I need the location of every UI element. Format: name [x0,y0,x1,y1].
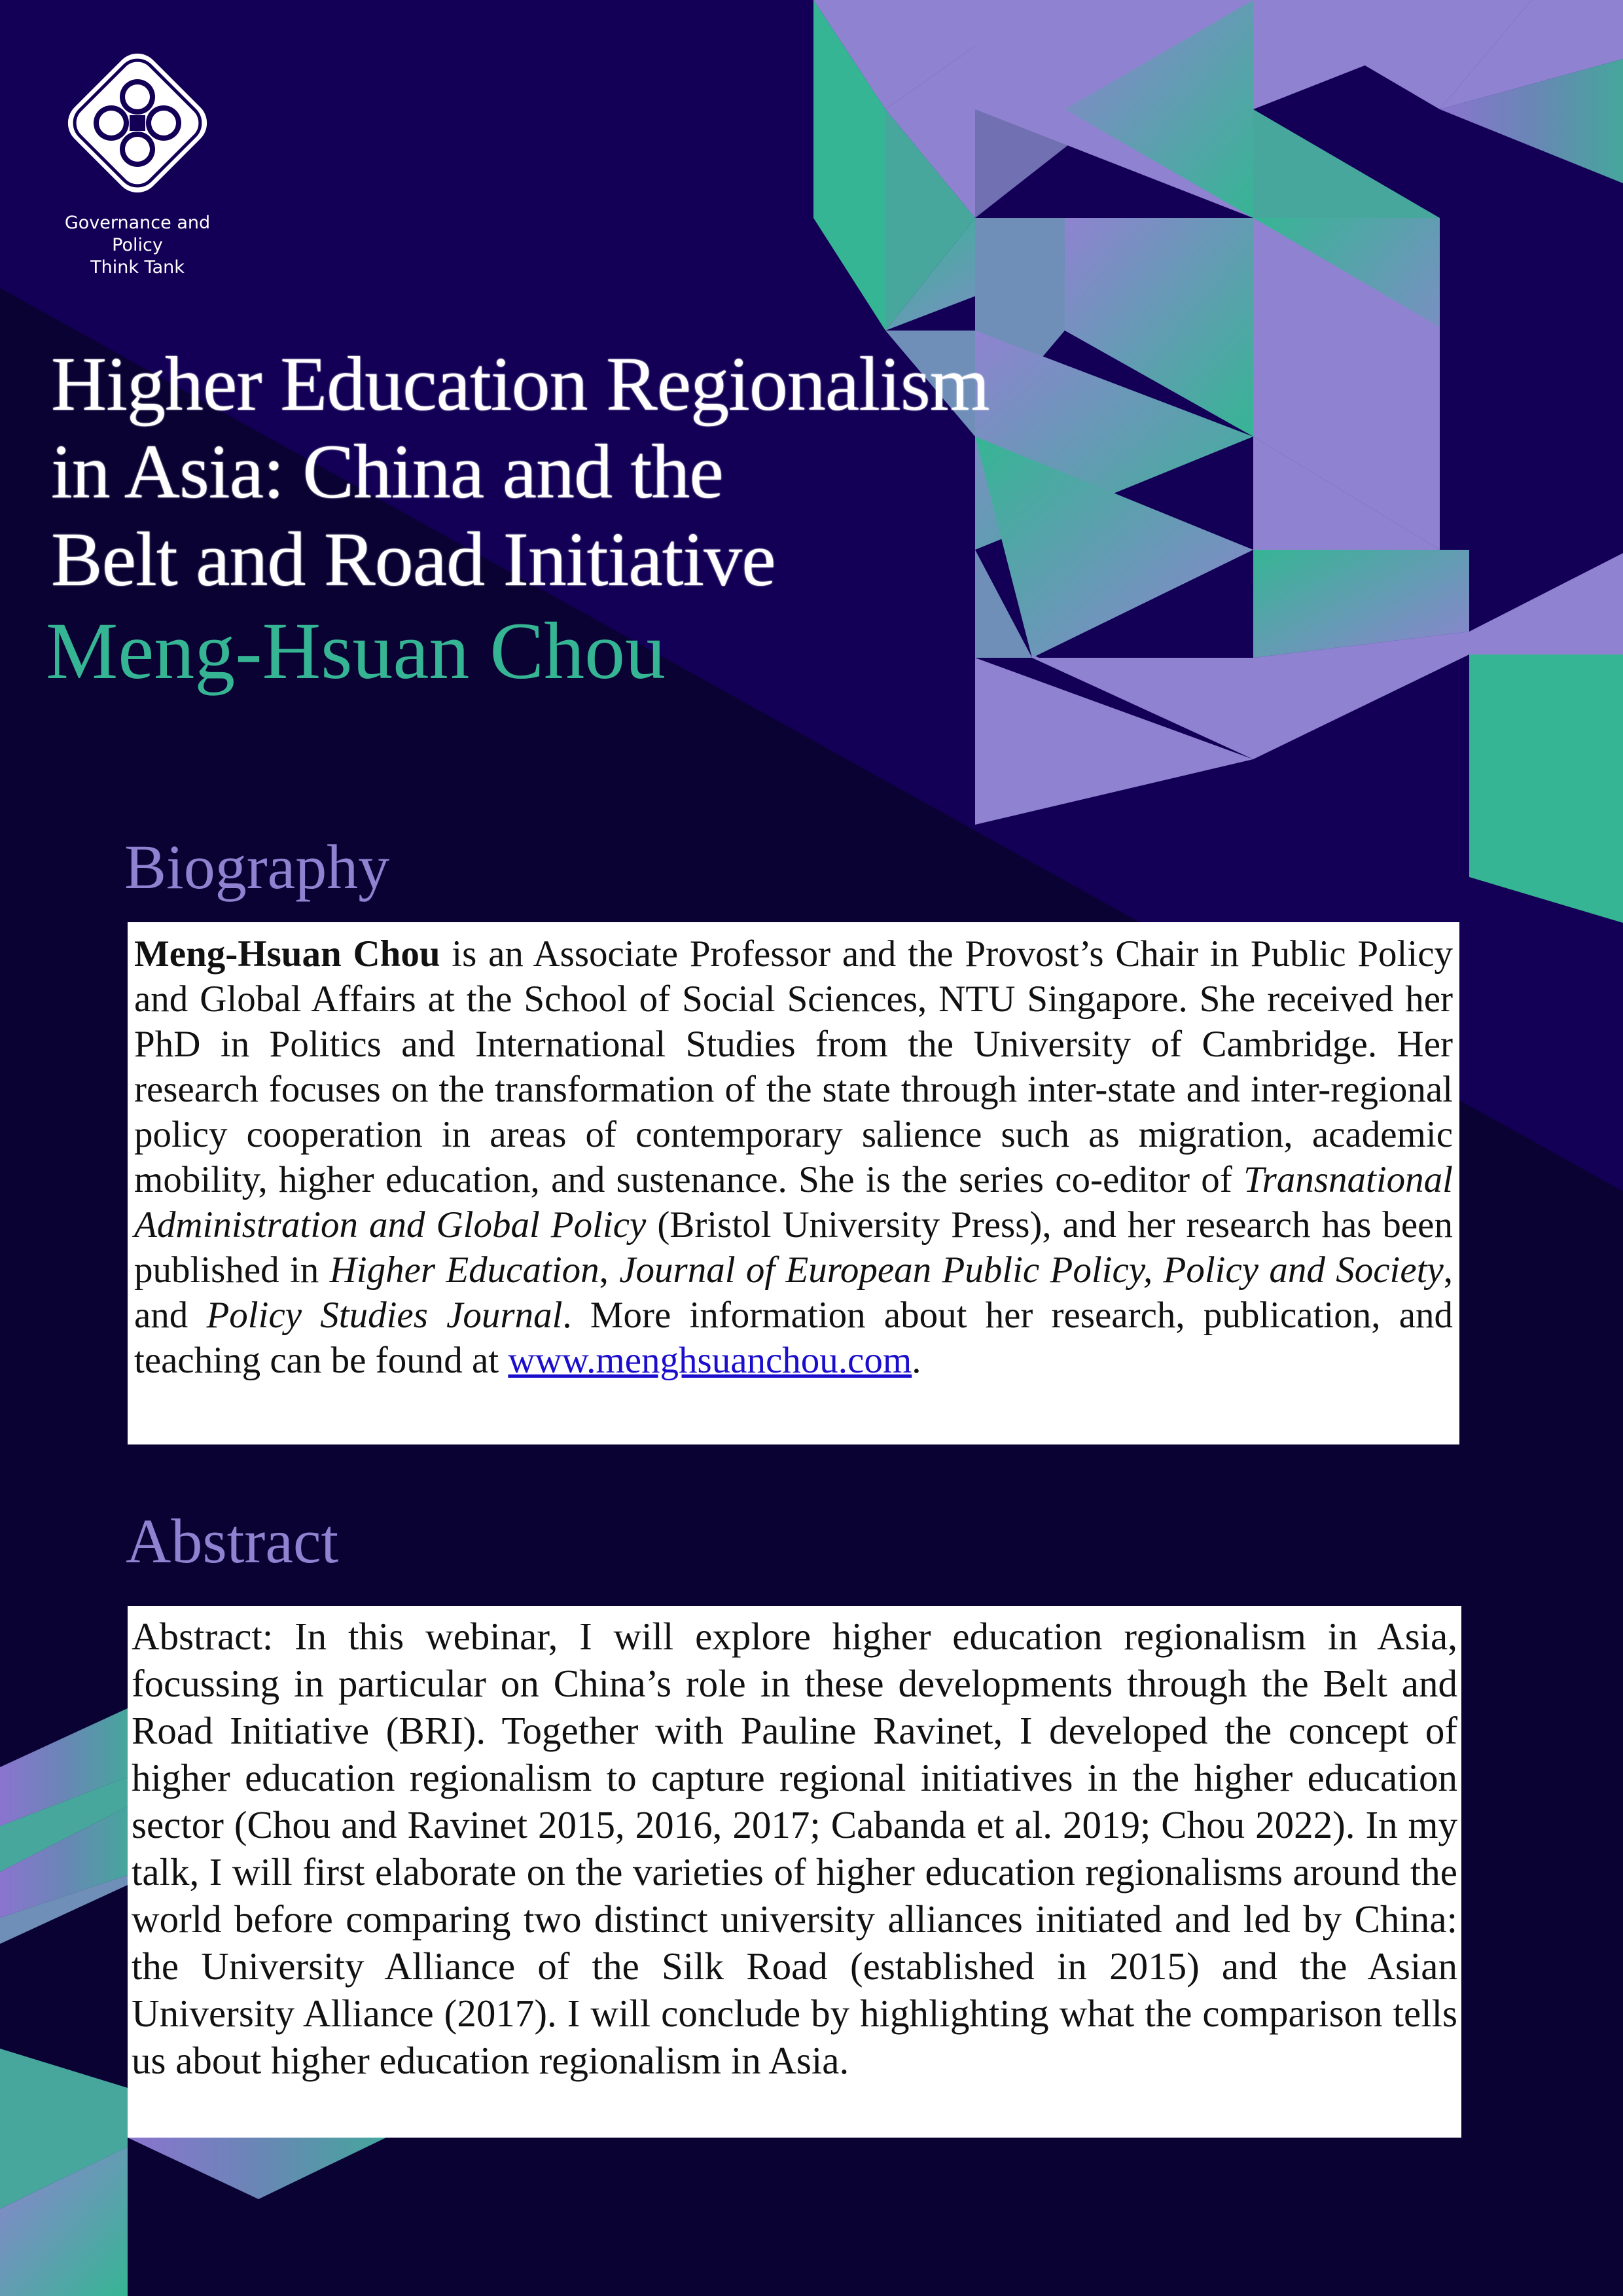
biography-text-box [128,922,1459,1444]
bio-journal-3: Policy Studies Journal [206,1295,563,1336]
abstract-text-box [128,1606,1461,2138]
title-line-3: Belt and Road Initiative [51,516,776,602]
logo-text [39,212,236,279]
governance-think-tank-emblem-icon [52,38,223,208]
bio-name: Meng-Hsuan Chou [134,933,440,975]
bio-separator: , [599,1249,620,1291]
bio-series-title: Transnational Administration and Global Policy [134,1159,1453,1246]
abstract-text: Abstract: In this webinar, I will explore higher education regionalism in Asia, focussing in particular on China’s role in these developments through the Belt and Road Initiative (BRI). Together with Pauline Ravinet, I developed the concept of higher education regionalism to capture regional initiatives in the higher education sector (Chou and Ravinet 2015, 2016, 2017; Cabanda et al. 2019; Chou 2022). In my talk, I will first elaborate on the varieties of higher education regionalisms around the world before comparing two distinct university alliances initiated and led by China: the University Alliance of the Silk Road (established in 2015) and the Asian University Alliance (2017). I will conclude by highlighting what the comparison tells us about higher education regionalism in Asia. [132,1615,1457,2082]
logo-line-2: Think Tank [90,257,185,278]
logo [39,38,236,279]
bio-journal-2: Journal of European Public Policy, Policy and Society [619,1249,1444,1291]
bio-journal-1: Higher Education [329,1249,599,1291]
page-title [51,340,990,603]
biography-heading: Biography [124,832,390,902]
bio-text-4: . More information about her research, publication, and teaching can be found at [134,1295,1453,1381]
title-line-2: in Asia: China and the [51,429,723,514]
bio-text-3: , and [134,1249,1454,1336]
website-link[interactable]: www.menghsuanchou.com [508,1340,912,1381]
bio-end: . [912,1340,921,1381]
bio-text-1: is an Associate Professor and the Provost’s Chair in Public Policy and Global Affairs at the School of Social Sciences, NTU Singapore. She received her PhD in Politics and International Studies from the University of Cambridge. Her research focuses on the transformation of the state through inter-state and inter-regional policy cooperation in areas of contemporary salience such as migration, academic mobility, higher education, and sustenance. She is the series co-editor of [134,933,1453,1200]
speaker-name: Meng-Hsuan Chou [46,606,666,696]
logo-line-1: Governance and Policy [64,213,211,255]
title-line-1: Higher Education Regionalism [51,341,990,427]
abstract-heading: Abstract [126,1506,339,1576]
bio-text-2: (Bristol University Press), and her research has been published in [134,1204,1453,1291]
